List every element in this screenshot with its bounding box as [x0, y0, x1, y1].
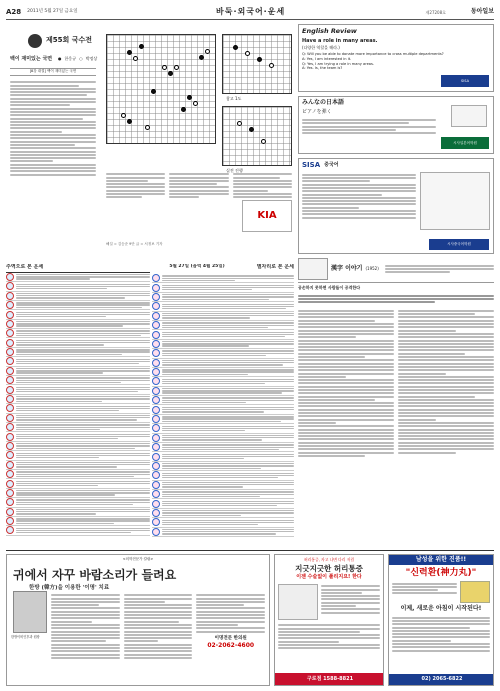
- zodiac-icon: [152, 349, 160, 357]
- fortune-row: [6, 348, 150, 357]
- baduk-credit: 해설 = 김승준 9단 글 = 서정보 기자: [106, 242, 163, 246]
- zodiac-icon: [6, 367, 14, 375]
- fortune-row: [152, 424, 294, 433]
- english-q2: A: Yes, I am interested in it.: [302, 56, 352, 61]
- reference-caption: 참고 1도: [226, 96, 242, 101]
- ad-right-phone: 02) 2065-6822: [389, 674, 494, 685]
- fortune-row: [6, 404, 150, 413]
- fortune-row: [6, 395, 150, 404]
- hanja-story: [298, 258, 494, 546]
- fortune-row: [152, 405, 294, 414]
- baduk-column: [6, 24, 294, 260]
- zodiac-icon: [152, 321, 160, 329]
- english-q1: Q: Will you be able to donate more importance to cross multiple departments?: [302, 51, 444, 56]
- ad-middle: [274, 554, 384, 686]
- english-subhead: (다양한 역할을 해라.): [302, 44, 340, 50]
- japanese-title: みんなの日本語: [302, 99, 345, 106]
- zodiac-icon: [152, 509, 160, 517]
- fortune-row: [6, 338, 150, 347]
- fortune-row: [6, 489, 150, 498]
- baduk-caption-top: [8강 대결] 백이 재미있는 국면: [10, 68, 96, 76]
- fortune-row: [6, 508, 150, 517]
- baduk-logo-icon: [28, 34, 42, 48]
- fortune-row: [152, 396, 294, 405]
- chinese-column: [298, 158, 494, 254]
- zodiac-icon: [152, 284, 160, 292]
- fortune-row: [6, 367, 150, 376]
- japanese-illustration: [451, 105, 487, 127]
- fortune-row: [6, 470, 150, 479]
- zodiac-icon: [152, 500, 160, 508]
- hanja-headline: 공손하지 못하면 사람들이 공격한다: [298, 285, 361, 290]
- english-headline: Have a role in many areas.: [302, 37, 378, 44]
- fortune-row: [6, 432, 150, 441]
- reference-go-board: [222, 34, 292, 94]
- fortune-row: [152, 415, 294, 424]
- fortune-row: [152, 452, 294, 461]
- fortune-row: [6, 414, 150, 423]
- doctor-photo: [13, 591, 47, 633]
- zodiac-icon: [6, 414, 14, 422]
- page-header: [6, 6, 494, 20]
- zodiac-icon: [6, 461, 14, 469]
- zodiac-icon: [152, 368, 160, 376]
- actual-go-board: [222, 106, 292, 166]
- star-fortune-header: [244, 264, 294, 272]
- zodiac-icon: [152, 302, 160, 310]
- ad-middle-tag: 허리통증, 자고 나면 다리 저림: [303, 557, 355, 562]
- zodiac-icon: [6, 498, 14, 506]
- zodiac-icon: [6, 395, 14, 403]
- fortune-row: [6, 423, 150, 432]
- english-q3: Q: Yes, I am trying a role in many areas.: [302, 61, 375, 66]
- zodiac-icon: [6, 301, 14, 309]
- zodiac-icon: [6, 433, 14, 441]
- ad-left-clinic: 이명전문 한의원: [214, 635, 247, 641]
- zodiac-icon: [152, 518, 160, 526]
- ad-middle-phone: 구로점 1588-8821: [275, 673, 384, 685]
- hanja-body-right: [398, 309, 494, 459]
- zodiac-icon: [6, 376, 14, 384]
- product-box-image: [460, 581, 490, 603]
- ad-left-phone: 02-2062-4600: [207, 641, 255, 649]
- japanese-sponsor: 시사일본어학원: [441, 137, 489, 149]
- fortune-row: [6, 282, 150, 291]
- fortune-row: [152, 518, 294, 527]
- english-q4: A: Yes. Is, the team is?: [302, 66, 343, 71]
- zodiac-icon: [6, 404, 14, 412]
- baduk-title-row: [28, 34, 92, 48]
- zodiac-icon: [152, 340, 160, 348]
- fortune-row: [152, 462, 294, 471]
- ad-left-note: <의학전문가 칼럼>: [122, 557, 154, 561]
- ad-left-subtitle: 한방 (韓方)을 이용한 '이명' 치료: [29, 584, 110, 591]
- zodiac-icon: [152, 471, 160, 479]
- daily-fortune-rows: [6, 273, 150, 536]
- fortune-row: [152, 312, 294, 321]
- fortune-row: [6, 292, 150, 301]
- fortune-row: [152, 283, 294, 292]
- edition-number: 제27208호: [425, 9, 446, 15]
- page-divider: [6, 550, 494, 551]
- zodiac-icon: [6, 508, 14, 516]
- english-sponsor-box: SISA: [441, 75, 489, 87]
- fortune-row: [6, 517, 150, 526]
- ad-left-title: 귀에서 자꾸 바람소리가 들려요: [13, 567, 177, 582]
- zodiac-icon: [6, 339, 14, 347]
- page-number: A28: [6, 7, 22, 16]
- fortune-row: [152, 340, 294, 349]
- fortune-row: [152, 509, 294, 518]
- fortune-row: [6, 498, 150, 507]
- hanja-title: 漢字 이야기: [331, 264, 363, 272]
- fortune-row: [6, 442, 150, 451]
- fortune-row: [152, 302, 294, 311]
- zodiac-icon: [6, 386, 14, 394]
- zodiac-icon: [152, 274, 160, 282]
- fortune-date-bar: [152, 264, 242, 272]
- player-white: 박정상: [85, 56, 98, 61]
- daily-fortune: [6, 264, 150, 546]
- fortune-row: [152, 443, 294, 452]
- hanja-body-left: [298, 309, 394, 459]
- zodiac-icon: [152, 462, 160, 470]
- fortune-row: [152, 499, 294, 508]
- fortune-row: [152, 434, 294, 443]
- fortune-date: 5월 27일 (음력 4월 25일): [169, 264, 225, 269]
- zodiac-icon: [152, 396, 160, 404]
- english-title: English Review: [302, 27, 357, 35]
- fortune-row: [6, 479, 150, 488]
- fortune-row: [152, 274, 294, 283]
- zodiac-icon: [6, 451, 14, 459]
- japanese-column: [298, 96, 494, 154]
- ad-right-sub: 이제, 새로운 아침이 시작된다!: [400, 605, 482, 613]
- fortune-row: [152, 481, 294, 490]
- fortune-row: [6, 301, 150, 310]
- zodiac-icon: [6, 320, 14, 328]
- zodiac-icon: [152, 453, 160, 461]
- fortune-row: [6, 357, 150, 366]
- baduk-players: ● 한웅규 ○ 박정상: [58, 56, 98, 61]
- fortune-row: [152, 368, 294, 377]
- ad-left: [6, 554, 270, 686]
- fortune-row: [152, 387, 294, 396]
- hanja-portrait: [298, 258, 328, 280]
- zodiac-icon: [152, 415, 160, 423]
- zodiac-icon: [152, 424, 160, 432]
- zodiac-icon: [152, 406, 160, 414]
- zodiac-icon: [152, 387, 160, 395]
- fortune-row: [6, 385, 150, 394]
- fortune-row: [6, 329, 150, 338]
- ad-middle-sub: 이젠 수술없이 풀리지요! 한다: [296, 574, 362, 581]
- actual-caption: 실전 진행: [226, 168, 243, 173]
- zodiac-icon: [6, 292, 14, 300]
- baduk-title: 제55회 국수전: [46, 36, 92, 45]
- newspaper-brand: 동아일보: [470, 8, 494, 16]
- hanja-number: (1952): [365, 266, 379, 272]
- fortune-row: [152, 321, 294, 330]
- section-title: 바둑·외국어·운세: [216, 7, 286, 17]
- zodiac-icon: [152, 293, 160, 301]
- zodiac-icon: [6, 423, 14, 431]
- fortune-row: [6, 310, 150, 319]
- fortune-row: [6, 451, 150, 460]
- zodiac-icon: [152, 377, 160, 385]
- ad-right: [388, 554, 494, 686]
- zodiac-icon: [6, 348, 14, 356]
- zodiac-icon: [6, 470, 14, 478]
- fortune-row: [6, 526, 150, 535]
- fortune-row: [152, 377, 294, 386]
- chinese-illustration: [420, 172, 490, 230]
- star-fortune-title: 별자리로 본 운세: [256, 264, 294, 270]
- zodiac-icon: [152, 359, 160, 367]
- zodiac-icon: [6, 282, 14, 290]
- chinese-logo: SISA: [302, 161, 321, 169]
- fortune-row: [6, 461, 150, 470]
- zodiac-icon: [152, 443, 160, 451]
- zodiac-icon: [6, 273, 14, 281]
- star-fortune: [152, 274, 294, 546]
- zodiac-icon: [6, 311, 14, 319]
- spine-image: [278, 584, 318, 620]
- fortune-row: [152, 359, 294, 368]
- fortune-row: [152, 528, 294, 537]
- player-black: 한웅규: [64, 56, 77, 61]
- kia-logo-icon: KIA: [257, 210, 277, 222]
- zodiac-icon: [152, 434, 160, 442]
- zodiac-icon: [6, 517, 14, 525]
- doctor-caption: 한방이비인후과 원장: [11, 635, 40, 639]
- zodiac-icon: [6, 357, 14, 365]
- ad-middle-headline: 지긋지긋한 허리통증: [295, 564, 363, 574]
- ad-left-body: [51, 593, 265, 660]
- zodiac-icon: [6, 329, 14, 337]
- fortune-row: [152, 490, 294, 499]
- fortune-row: [152, 330, 294, 339]
- zodiac-icon: [152, 481, 160, 489]
- fortune-row: [6, 273, 150, 282]
- japanese-subtitle: ピアノを弾く: [302, 109, 332, 116]
- daily-fortune-title: 주역으로 본 운세: [6, 264, 44, 270]
- sponsor-logo-box: [242, 200, 292, 232]
- zodiac-icon: [6, 489, 14, 497]
- chinese-title: 중국어: [324, 162, 339, 169]
- baduk-subtitle: 백이 재미있는 국면: [10, 56, 53, 62]
- zodiac-icon: [6, 526, 14, 534]
- fortune-row: [152, 349, 294, 358]
- star-fortune-rows: [152, 274, 294, 537]
- english-review: [298, 24, 494, 92]
- fortune-row: [152, 471, 294, 480]
- zodiac-icon: [152, 312, 160, 320]
- fortune-row: [6, 320, 150, 329]
- zodiac-icon: [152, 528, 160, 536]
- fortune-row: [6, 376, 150, 385]
- ad-right-tag: 남성을 위한 진품!!: [389, 555, 493, 565]
- fortune-row: [152, 293, 294, 302]
- chinese-sponsor: 시사중국어학원: [429, 239, 489, 250]
- zodiac-icon: [152, 490, 160, 498]
- zodiac-icon: [6, 442, 14, 450]
- baduk-body-2: [106, 172, 292, 200]
- main-go-board: [106, 34, 216, 144]
- baduk-body-1: [10, 80, 96, 177]
- zodiac-icon: [152, 331, 160, 339]
- ad-right-headline: "신력환(神力丸)": [405, 568, 477, 579]
- zodiac-icon: [6, 480, 14, 488]
- page-date: 2011년 5월 27일 금요일: [27, 9, 78, 15]
